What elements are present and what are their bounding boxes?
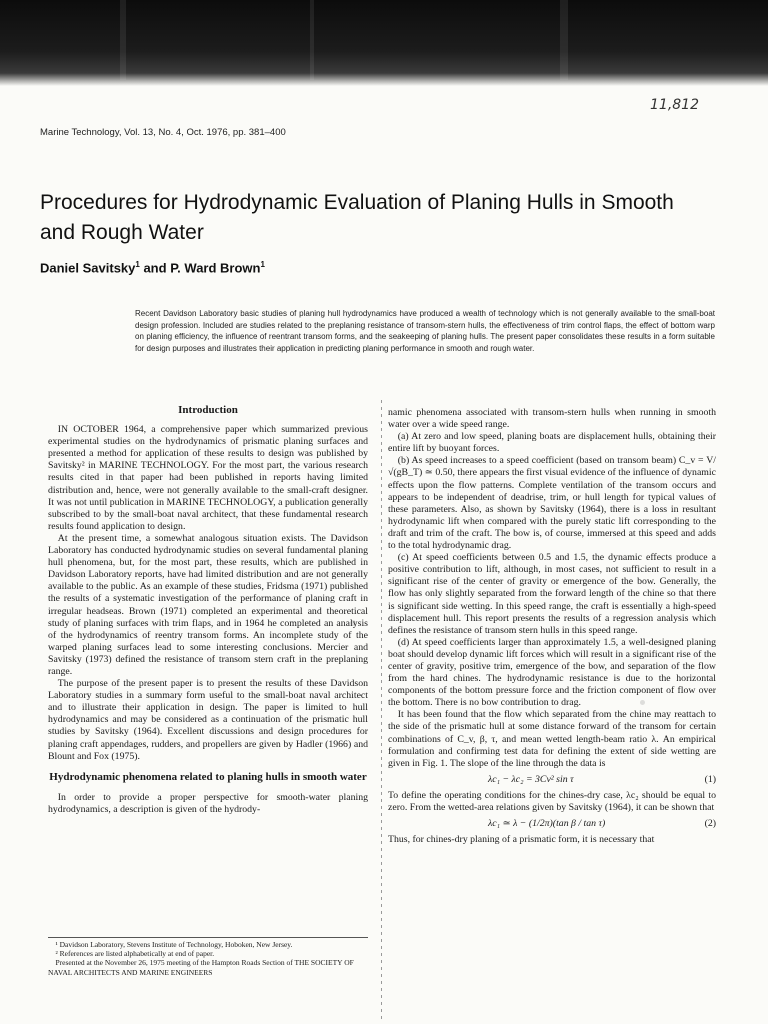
equation-1 [388,774,716,786]
author-line [40,260,265,275]
journal-reference: Marine Technology, Vol. 13, No. 4, Oct. 1976, pp. 381–400 [40,127,286,138]
paragraph: It has been found that the flow which separated from the chine may reattach to the side of the prismatic hull at some distance forward of the transom for certain combinations of C_v, β, τ, and mean wetted length-beam ratio λ. An empirical formulation and confirming test data for defining the extent of side wetting are given in Fig. 1. The slope of the line through the data is [388,709,716,769]
paragraph: (d) At speed coefficients larger than approximately 1.5, a well-designed planing boat should develop dynamic lift forces which will result in a significant rise of the center of gravity, positive trim, emergence of the bow, and separation of the flow from the hard chines. The hydrodynamic resistance is due to the horizontal components of the bottom pressure force and the friction component of flow over the bottom. There is no bow contribution to drag. [388,636,716,709]
equation-expression: λc₁ ≃ λ − (1/2π)(tan β / tan τ) [488,818,606,830]
paragraph: The purpose of the present paper is to present the results of these Davidson Laboratory studies in a summary form useful to the small-boat naval architect and to illustrate their application in design. The paper is limited to hull hydrodynamics and may be considered as a continuation of the prismatic hull studies by Savitsky (1964). Excellent discussions and design procedures for planing craft appendages, rudders, and propellers are given by Hadler (1966) and Blount and Fox (1975). [48,678,368,762]
scan-smudge [350,620,356,626]
equation-number: (2) [704,818,716,830]
scan-header-band [0,0,768,86]
footnote: ¹ Davidson Laboratory, Stevens Institute of Technology, Hoboken, New Jersey. [55,940,293,949]
author-conjunction: and [139,260,171,276]
equation-expression: λc₁ − λc₂ = 3Cv² sin τ [488,773,574,785]
paragraph: Thus, for chines-dry planing of a prismatic form, it is necessary that [388,834,655,846]
paragraph: At the present time, a somewhat analogous situation exists. The Davidson Laboratory has conducted hydrodynamic studies on several fundamental planing hull phenomena, but, for the most part, these results, which are published in Davidson Laboratory reports, have had limited distribution and are not generally available to the public. As an example of these studies, Fridsma (1971) published the results of a systematic investigation of the performance of planing craft in irregular headseas. Brown (1971) completed an experimental and theoretical study of planing surfaces with trim flaps, and in 1964 he completed an analysis of the hydrodynamics of reentry transom forms. An incomplete study of the warped planing surfaces lead to some interesting conclusions. Mercier and Savitsky (1973) defined the resistance of transom stern craft in the preplaning range. [48,532,368,677]
author-name: P. Ward Brown [170,260,261,276]
paper-title: Procedures for Hydrodynamic Evaluation of Planing Hulls in Smooth and Rough Water [40,191,674,244]
paragraph: In order to provide a proper perspective for smooth-water planing hydrodynamics, a description is given of the hydrody- [48,791,368,815]
scan-smudge [640,700,645,705]
equation-number: (1) [704,773,716,785]
right-column [388,407,716,846]
paragraph: (a) At zero and low speed, planing boats are displacement hulls, obtaining their entire lift by buoyant forces. [388,431,716,455]
paragraph: (b) As speed increases to a speed coefficient (based on transom beam) C_v = V/√(gB_T) ≃ 0.50, there appears the first visual evidence of the influence of dynamic effects upon the flow patterns. Complete ventilation of the transom occurs and appears to be independent of deadrise, trim, or hull length for typical values of these parameters. Also, as shown by Savitsky (1964), there is a loss in resultant hydrodynamic lift when compared with the purely static lift corresponding to the draft and trim of the craft. The bow is, of course, immersed at this speed and adds to the total hydrodynamic drag. [388,455,716,552]
paragraph: (c) At speed coefficients between 0.5 and 1.5, the dynamic effects produce a positive contribution to lift, although, in most cases, not sufficient to result in a significant rise of the center of gravity or emergence of the bow. Generally, the flow has only slightly separated from the forward length of the chine so that there is significant side wetting. In this speed range, the craft is essentially a high-speed displacement hull. This report presents the results of a regression analysis which defines the resistance of transom stern hulls in this speed range. [388,552,716,636]
section-heading-hydrodynamic: Hydrodynamic phenomena related to planing hulls in smooth water [49,770,367,783]
author-name: Daniel Savitsky [40,260,136,276]
affiliation-marker: 1 [135,260,140,269]
footnote: Presented at the November 26, 1975 meeting of the Hampton Roads Section of THE SOCIETY OF NAVAL ARCHITECTS AND MARINE ENGINEERS [48,958,354,977]
column-divider [381,400,382,1020]
paragraph: IN OCTOBER 1964, a comprehensive paper which summarized previous experimental studies on the hydrodynamics of prismatic planing surfaces and presented a method for application of these results to design was published by Savitsky² in MARINE TECHNOLOGY. For the most part, the various research results cited in that paper had been published in reports having limited distribution and, hence, were not generally available to the small-craft designer. It was not until publication in MARINE TECHNOLOGY, a publication generally subscribed to by the small-boat naval architect, that these fundamental research results found application to design. [48,424,368,532]
handwritten-mark: 11,812 [650,97,699,113]
paragraph: To define the operating conditions for the chines-dry case, λc₂ should be equal to zero. From the wetted-area relations given by Savitsky (1964), it can be shown that [388,789,716,813]
section-heading-introduction: Introduction [178,404,238,416]
left-column [48,404,368,816]
equation-2 [388,818,716,830]
paragraph: namic phenomena associated with transom-stern hulls when running in smooth water over a wide speed range. [388,407,716,431]
affiliation-marker: 1 [260,260,265,269]
scan-streak [120,0,126,80]
scan-streak [560,0,568,80]
footnote: ² References are listed alphabetically at end of paper. [55,949,215,959]
abstract: Recent Davidson Laboratory basic studies of planing hull hydrodynamics have produced a wealth of technology which is not generally available to the small-boat design profession. Included are studies related to the preplaning resistance of transom-stern hulls, the effectiveness of trim control flaps, the effect of bottom warp on planing efficiency, the influence of reentrant transom forms, and the seakeeping of planing hulls. The present paper consolidates these results in a form suitable for design purposes and illustrates their application in predicting planing performance in smooth and rough water. [135,309,715,353]
footnotes [48,937,368,977]
scan-streak [310,0,314,80]
